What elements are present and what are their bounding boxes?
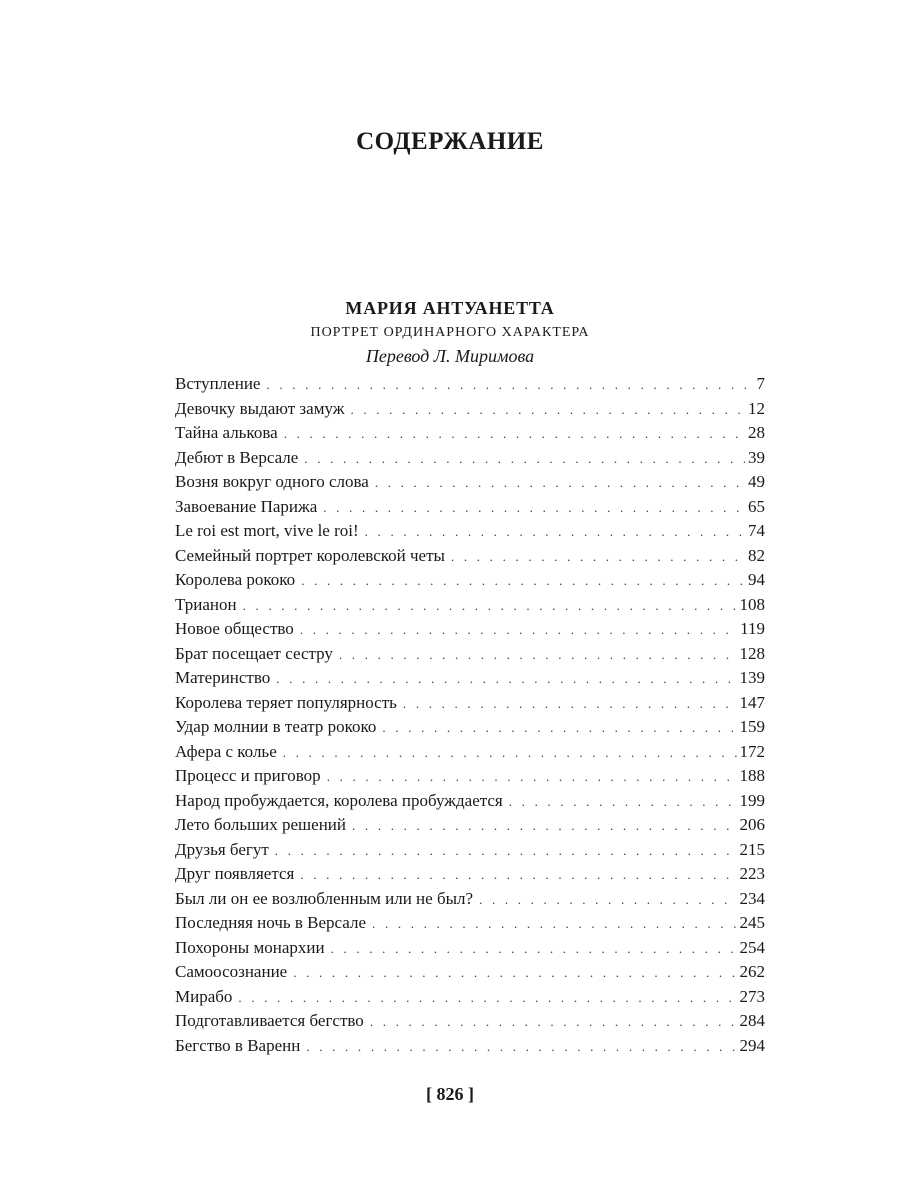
toc-entry	[175, 1036, 765, 1061]
toc-entry	[175, 497, 765, 522]
toc-entry-page: 82	[748, 545, 765, 565]
toc-entry	[175, 423, 765, 448]
toc-entry-page: 28	[748, 423, 765, 442]
toc-entry	[175, 791, 765, 816]
toc-entry-page: 234	[739, 888, 765, 908]
toc-entry-page: 7	[756, 374, 765, 393]
dot-leader	[375, 475, 745, 491]
dot-leader	[370, 1014, 737, 1030]
toc-entry-title: Трианон	[175, 594, 237, 614]
toc-entry-title: Удар молнии в театр рококо	[175, 717, 377, 736]
toc-entry	[175, 570, 765, 595]
toc-entry-title: Завоевание Парижа	[175, 496, 318, 516]
dot-leader	[283, 745, 737, 761]
dot-leader	[275, 843, 737, 859]
toc-entry-title: Королева рококо	[175, 570, 296, 589]
toc-entry	[175, 693, 765, 718]
dot-leader	[331, 941, 737, 957]
dot-leader	[301, 573, 745, 589]
toc-entry	[175, 913, 765, 938]
toc-entry	[175, 374, 765, 399]
dot-leader	[479, 892, 736, 908]
toc-entry-title: Мирабо	[175, 986, 233, 1006]
toc-entry-title: Девочку выдают замуж	[175, 398, 345, 418]
dot-leader	[327, 769, 737, 785]
dot-leader	[403, 696, 737, 712]
toc-entry-page: 128	[739, 643, 765, 663]
toc-entry-title: Возня вокруг одного слова	[175, 472, 369, 491]
toc-entry-title: Вступление	[175, 374, 261, 393]
toc-entry-title: Материнство	[175, 668, 271, 687]
toc-entry	[175, 742, 765, 767]
toc-entry-page: 119	[740, 619, 765, 638]
toc-entry	[175, 840, 765, 865]
dot-leader	[266, 377, 753, 393]
toc-entry-title: Друзья бегут	[175, 839, 269, 859]
dot-leader	[382, 720, 736, 736]
toc-entry-page: 262	[739, 962, 765, 981]
dot-leader	[284, 426, 745, 442]
dot-leader	[323, 500, 745, 516]
toc-entry	[175, 521, 765, 546]
toc-entry-title: Бегство в Варенн	[175, 1035, 301, 1055]
toc-entry-page: 215	[739, 839, 765, 859]
toc-entry-page: 254	[739, 937, 765, 957]
dot-leader	[339, 647, 737, 663]
dot-leader	[304, 451, 745, 467]
toc-entry	[175, 595, 765, 620]
toc-entry	[175, 987, 765, 1012]
toc-entry-page: 49	[748, 472, 765, 491]
toc-entry-page: 94	[748, 570, 765, 589]
toc-entry-title: Процесс и приговор	[175, 766, 321, 785]
translator-credit: Перевод Л. Миримова	[365, 346, 535, 366]
toc-entry-page: 245	[739, 913, 765, 932]
toc-entry	[175, 717, 765, 742]
toc-entry-title: Брат посещает сестру	[175, 643, 333, 663]
toc-entry-title: Подготавливается бегство	[175, 1011, 364, 1030]
toc-entry	[175, 399, 765, 424]
toc-entry-title: Похороны монархии	[175, 937, 325, 957]
dot-leader	[350, 402, 745, 418]
toc-entry-page: 223	[739, 864, 765, 883]
toc-entry-title: Лето больших решений	[175, 815, 346, 834]
toc-entry	[175, 668, 765, 693]
toc-entry-page: 65	[748, 496, 765, 516]
toc-entry-title: Семейный портрет королевской четы	[175, 545, 445, 565]
toc-entry-page: 108	[739, 594, 765, 614]
toc-entry-page: 12	[748, 398, 765, 418]
page-title: СОДЕРЖАНИЕ	[356, 128, 544, 155]
toc-entry-title: Новое общество	[175, 619, 294, 638]
toc-entry-page: 159	[739, 717, 765, 736]
toc-entry	[175, 644, 765, 669]
dot-leader	[300, 622, 737, 638]
toc-entry	[175, 546, 765, 571]
toc-entry-title: Королева теряет популярность	[175, 692, 397, 712]
toc-entry	[175, 889, 765, 914]
dot-leader	[509, 794, 737, 810]
toc-entry-page: 199	[739, 790, 765, 810]
toc-entry	[175, 962, 765, 987]
dot-leader	[238, 990, 736, 1006]
toc-entry-page: 39	[748, 447, 765, 467]
dot-leader	[372, 916, 736, 932]
dot-leader	[451, 549, 745, 565]
book-subtitle: ПОРТРЕТ ОРДИНАРНОГО ХАРАКТЕРА	[310, 325, 590, 340]
toc-entry	[175, 864, 765, 889]
toc-entry-title: Дебют в Версале	[175, 447, 299, 467]
toc-entry-title: Le roi est mort, vive le roi!	[175, 521, 359, 540]
toc-entry-page: 273	[739, 986, 765, 1006]
toc-entry-page: 147	[739, 692, 765, 712]
toc-entry	[175, 619, 765, 644]
toc-entry	[175, 938, 765, 963]
dot-leader	[306, 1039, 736, 1055]
toc-entry-title: Был ли он ее возлюбленным или не был?	[175, 888, 474, 908]
toc-entry-page: 74	[748, 521, 765, 540]
toc-entry-title: Друг появляется	[175, 864, 295, 883]
toc-entry-page: 139	[739, 668, 765, 687]
dot-leader	[276, 671, 736, 687]
book-title: МАРИЯ АНТУАНЕТТА	[345, 298, 555, 318]
dot-leader	[300, 867, 736, 883]
toc-entry-page: 284	[739, 1011, 765, 1030]
toc-entry	[175, 815, 765, 840]
toc-entry	[175, 766, 765, 791]
dot-leader	[365, 524, 745, 540]
toc-entry-page: 172	[739, 741, 765, 761]
dot-leader	[293, 965, 736, 981]
dot-leader	[352, 818, 737, 834]
table-of-contents	[175, 374, 765, 1060]
toc-entry	[175, 448, 765, 473]
toc-entry-title: Афера с колье	[175, 741, 277, 761]
toc-entry	[175, 1011, 765, 1036]
toc-entry-page: 294	[739, 1035, 765, 1055]
toc-entry-title: Самоосознание	[175, 962, 288, 981]
toc-entry-title: Народ пробуждается, королева пробуждается	[175, 790, 503, 810]
toc-entry-title: Последняя ночь в Версале	[175, 913, 367, 932]
toc-entry-page: 206	[739, 815, 765, 834]
toc-entry-title: Тайна алькова	[175, 423, 278, 442]
dot-leader	[243, 598, 737, 614]
toc-entry	[175, 472, 765, 497]
toc-entry-page: 188	[739, 766, 765, 785]
page-number: [ 826 ]	[426, 1084, 474, 1104]
